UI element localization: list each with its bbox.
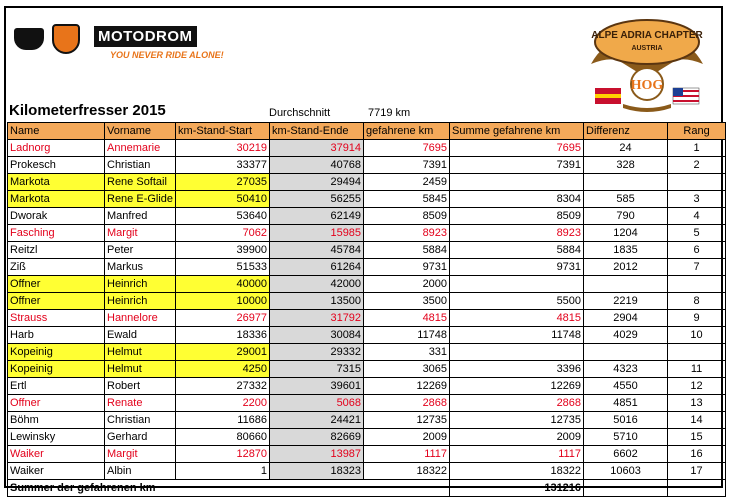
table-row bbox=[8, 361, 726, 378]
cell-name: Waiker bbox=[8, 446, 105, 463]
cell-name: Harb bbox=[8, 327, 105, 344]
cell-sum-driven-km: 4815 bbox=[450, 310, 584, 327]
cell-name: Ziß bbox=[8, 259, 105, 276]
cell-km-start: 10000 bbox=[176, 293, 270, 310]
cell-name: Ertl bbox=[8, 378, 105, 395]
cell-difference bbox=[584, 344, 668, 361]
cell-driven-km: 2000 bbox=[364, 276, 450, 293]
table-row bbox=[8, 276, 726, 293]
cell-km-end: 7315 bbox=[270, 361, 364, 378]
sheet-title: Kilometerfresser 2015 bbox=[9, 102, 166, 119]
cell-name: Ladnorg bbox=[8, 140, 105, 157]
cell-difference: 2012 bbox=[584, 259, 668, 276]
cell-sum-driven-km: 12269 bbox=[450, 378, 584, 395]
cell-name: Offner bbox=[8, 395, 105, 412]
cell-rank: 3 bbox=[668, 191, 726, 208]
cell-first-name: Gerhard bbox=[105, 429, 176, 446]
cell-rank bbox=[668, 344, 726, 361]
cell-sum-driven-km: 2868 bbox=[450, 395, 584, 412]
cell-first-name: Rene Softail bbox=[105, 174, 176, 191]
cell-name: Markota bbox=[8, 191, 105, 208]
table-row bbox=[8, 327, 726, 344]
total-value: 131216 bbox=[450, 480, 584, 497]
cell-sum-driven-km: 8923 bbox=[450, 225, 584, 242]
cell-sum-driven-km: 2009 bbox=[450, 429, 584, 446]
cell-rank: 4 bbox=[668, 208, 726, 225]
table-row bbox=[8, 157, 726, 174]
cell-sum-driven-km: 18322 bbox=[450, 463, 584, 480]
table-row bbox=[8, 225, 726, 242]
cell-km-start: 12870 bbox=[176, 446, 270, 463]
cell-rank: 5 bbox=[668, 225, 726, 242]
cell-difference: 4323 bbox=[584, 361, 668, 378]
cell-rank: 10 bbox=[668, 327, 726, 344]
cell-driven-km: 7391 bbox=[364, 157, 450, 174]
column-header-sum-driven-km: Summe gefahrene km bbox=[450, 123, 584, 140]
table-row bbox=[8, 463, 726, 480]
cell-km-start: 51533 bbox=[176, 259, 270, 276]
cell-km-end: 13987 bbox=[270, 446, 364, 463]
cell-km-end: 31792 bbox=[270, 310, 364, 327]
cell-rank: 8 bbox=[668, 293, 726, 310]
cell-first-name: Christian bbox=[105, 157, 176, 174]
hog-chapter-emblem-icon bbox=[583, 12, 711, 112]
cell-name: Reitzl bbox=[8, 242, 105, 259]
cell-difference bbox=[584, 174, 668, 191]
cell-difference: 2219 bbox=[584, 293, 668, 310]
cell-km-start: 4250 bbox=[176, 361, 270, 378]
cell-km-end: 82669 bbox=[270, 429, 364, 446]
cell-difference: 328 bbox=[584, 157, 668, 174]
cell-sum-driven-km: 11748 bbox=[450, 327, 584, 344]
cell-rank: 11 bbox=[668, 361, 726, 378]
cell-km-end: 24421 bbox=[270, 412, 364, 429]
cell-sum-driven-km bbox=[450, 174, 584, 191]
cell-km-end: 62149 bbox=[270, 208, 364, 225]
cell-name: Böhm bbox=[8, 412, 105, 429]
cell-name: Strauss bbox=[8, 310, 105, 327]
table-row bbox=[8, 395, 726, 412]
cell-km-start: 80660 bbox=[176, 429, 270, 446]
cell-km-start: 27035 bbox=[176, 174, 270, 191]
cell-sum-driven-km bbox=[450, 344, 584, 361]
cell-rank: 12 bbox=[668, 378, 726, 395]
cell-driven-km: 331 bbox=[364, 344, 450, 361]
cell-rank: 7 bbox=[668, 259, 726, 276]
cell-sum-driven-km: 7695 bbox=[450, 140, 584, 157]
table-row bbox=[8, 310, 726, 327]
cell-km-start: 2200 bbox=[176, 395, 270, 412]
cell-first-name: Hannelore bbox=[105, 310, 176, 327]
cell-name: Kopeinig bbox=[8, 344, 105, 361]
cell-km-start: 40000 bbox=[176, 276, 270, 293]
cell-difference: 6602 bbox=[584, 446, 668, 463]
cell-difference: 585 bbox=[584, 191, 668, 208]
cell-sum-driven-km bbox=[450, 276, 584, 293]
emblem-title: ALPE ADRIA CHAPTER bbox=[591, 30, 703, 41]
cell-difference: 2904 bbox=[584, 310, 668, 327]
cell-sum-driven-km: 5500 bbox=[450, 293, 584, 310]
cell-km-end: 39601 bbox=[270, 378, 364, 395]
cell-name: Fasching bbox=[8, 225, 105, 242]
cell-km-end: 61264 bbox=[270, 259, 364, 276]
harley-davidson-logo-icon bbox=[52, 24, 80, 54]
cell-sum-driven-km: 5884 bbox=[450, 242, 584, 259]
column-header-first-name: Vorname bbox=[105, 123, 176, 140]
table-row bbox=[8, 446, 726, 463]
cell-first-name: Rene E-Glide bbox=[105, 191, 176, 208]
table-row bbox=[8, 242, 726, 259]
column-header-rank: Rang bbox=[668, 123, 726, 140]
cell-name: Waiker bbox=[8, 463, 105, 480]
cell-first-name: Margit bbox=[105, 446, 176, 463]
cell-km-end: 29332 bbox=[270, 344, 364, 361]
cell-sum-driven-km: 9731 bbox=[450, 259, 584, 276]
cell-name: Lewinsky bbox=[8, 429, 105, 446]
cell-difference bbox=[584, 276, 668, 293]
total-label: Summer der gefahrenen km bbox=[8, 480, 450, 497]
average-label: Durchschnitt bbox=[269, 107, 331, 119]
cell-difference: 1204 bbox=[584, 225, 668, 242]
cell-first-name: Annemarie bbox=[105, 140, 176, 157]
emblem-subtitle: AUSTRIA bbox=[631, 45, 663, 52]
cell-first-name: Heinrich bbox=[105, 276, 176, 293]
cell-driven-km: 12269 bbox=[364, 378, 450, 395]
cell-rank: 1 bbox=[668, 140, 726, 157]
cell-difference: 4550 bbox=[584, 378, 668, 395]
cell-driven-km: 2459 bbox=[364, 174, 450, 191]
cell-km-start: 18336 bbox=[176, 327, 270, 344]
cell-first-name: Christian bbox=[105, 412, 176, 429]
table-header-row bbox=[8, 123, 726, 140]
column-header-difference: Differenz bbox=[584, 123, 668, 140]
cell-km-start: 7062 bbox=[176, 225, 270, 242]
column-header-driven-km: gefahrene km bbox=[364, 123, 450, 140]
table-row bbox=[8, 378, 726, 395]
cell-rank: 2 bbox=[668, 157, 726, 174]
table-row bbox=[8, 344, 726, 361]
cell-km-end: 18323 bbox=[270, 463, 364, 480]
cell-driven-km: 4815 bbox=[364, 310, 450, 327]
cell-km-end: 15985 bbox=[270, 225, 364, 242]
cell-difference: 790 bbox=[584, 208, 668, 225]
total-empty-cell bbox=[584, 480, 668, 497]
cell-km-start: 39900 bbox=[176, 242, 270, 259]
buell-logo-icon bbox=[14, 28, 44, 50]
cell-first-name: Markus bbox=[105, 259, 176, 276]
cell-km-start: 29001 bbox=[176, 344, 270, 361]
cell-name: Offner bbox=[8, 276, 105, 293]
cell-driven-km: 5845 bbox=[364, 191, 450, 208]
cell-driven-km: 12735 bbox=[364, 412, 450, 429]
cell-driven-km: 7695 bbox=[364, 140, 450, 157]
cell-first-name: Albin bbox=[105, 463, 176, 480]
cell-difference: 4851 bbox=[584, 395, 668, 412]
table-row bbox=[8, 259, 726, 276]
cell-first-name: Helmut bbox=[105, 344, 176, 361]
cell-first-name: Helmut bbox=[105, 361, 176, 378]
cell-difference: 5016 bbox=[584, 412, 668, 429]
cell-km-end: 40768 bbox=[270, 157, 364, 174]
column-header-km-start: km-Stand-Start bbox=[176, 123, 270, 140]
cell-first-name: Renate bbox=[105, 395, 176, 412]
emblem-mark: HOG bbox=[630, 78, 664, 93]
cell-rank: 15 bbox=[668, 429, 726, 446]
cell-driven-km: 8923 bbox=[364, 225, 450, 242]
cell-first-name: Margit bbox=[105, 225, 176, 242]
cell-driven-km: 3065 bbox=[364, 361, 450, 378]
cell-km-start: 1 bbox=[176, 463, 270, 480]
cell-rank bbox=[668, 276, 726, 293]
cell-rank: 9 bbox=[668, 310, 726, 327]
cell-first-name: Heinrich bbox=[105, 293, 176, 310]
cell-driven-km: 5884 bbox=[364, 242, 450, 259]
cell-km-start: 11686 bbox=[176, 412, 270, 429]
cell-difference: 10603 bbox=[584, 463, 668, 480]
average-value: 7719 km bbox=[368, 107, 411, 119]
sponsor-logos bbox=[14, 24, 234, 64]
cell-name: Kopeinig bbox=[8, 361, 105, 378]
total-row bbox=[8, 480, 726, 497]
table-body bbox=[8, 140, 726, 480]
motodrom-slogan: YOU NEVER RIDE ALONE! bbox=[110, 50, 224, 60]
cell-difference: 24 bbox=[584, 140, 668, 157]
cell-driven-km: 2868 bbox=[364, 395, 450, 412]
cell-km-end: 45784 bbox=[270, 242, 364, 259]
cell-km-end: 37914 bbox=[270, 140, 364, 157]
cell-driven-km: 18322 bbox=[364, 463, 450, 480]
cell-driven-km: 1117 bbox=[364, 446, 450, 463]
cell-driven-km: 8509 bbox=[364, 208, 450, 225]
cell-km-start: 30219 bbox=[176, 140, 270, 157]
cell-km-end: 56255 bbox=[270, 191, 364, 208]
column-header-km-end: km-Stand-Ende bbox=[270, 123, 364, 140]
cell-rank: 6 bbox=[668, 242, 726, 259]
cell-rank bbox=[668, 174, 726, 191]
cell-sum-driven-km: 3396 bbox=[450, 361, 584, 378]
cell-rank: 16 bbox=[668, 446, 726, 463]
cell-sum-driven-km: 8509 bbox=[450, 208, 584, 225]
cell-km-end: 42000 bbox=[270, 276, 364, 293]
column-header-name: Name bbox=[8, 123, 105, 140]
cell-name: Prokesch bbox=[8, 157, 105, 174]
cell-rank: 14 bbox=[668, 412, 726, 429]
cell-first-name: Ewald bbox=[105, 327, 176, 344]
cell-name: Markota bbox=[8, 174, 105, 191]
cell-driven-km: 9731 bbox=[364, 259, 450, 276]
cell-sum-driven-km: 8304 bbox=[450, 191, 584, 208]
cell-km-end: 5068 bbox=[270, 395, 364, 412]
table-row bbox=[8, 293, 726, 310]
cell-km-start: 27332 bbox=[176, 378, 270, 395]
cell-sum-driven-km: 1117 bbox=[450, 446, 584, 463]
cell-difference: 4029 bbox=[584, 327, 668, 344]
cell-name: Offner bbox=[8, 293, 105, 310]
cell-km-end: 30084 bbox=[270, 327, 364, 344]
table-row bbox=[8, 412, 726, 429]
cell-driven-km: 3500 bbox=[364, 293, 450, 310]
cell-first-name: Manfred bbox=[105, 208, 176, 225]
cell-first-name: Peter bbox=[105, 242, 176, 259]
cell-km-start: 26977 bbox=[176, 310, 270, 327]
cell-rank: 17 bbox=[668, 463, 726, 480]
table-row bbox=[8, 429, 726, 446]
cell-km-start: 53640 bbox=[176, 208, 270, 225]
cell-first-name: Robert bbox=[105, 378, 176, 395]
cell-difference: 1835 bbox=[584, 242, 668, 259]
cell-km-start: 50410 bbox=[176, 191, 270, 208]
motodrom-logo: MOTODROM bbox=[94, 26, 197, 47]
cell-km-start: 33377 bbox=[176, 157, 270, 174]
cell-difference: 5710 bbox=[584, 429, 668, 446]
table-row bbox=[8, 174, 726, 191]
table-row bbox=[8, 191, 726, 208]
cell-driven-km: 2009 bbox=[364, 429, 450, 446]
cell-driven-km: 11748 bbox=[364, 327, 450, 344]
cell-sum-driven-km: 7391 bbox=[450, 157, 584, 174]
table-row bbox=[8, 208, 726, 225]
cell-name: Dworak bbox=[8, 208, 105, 225]
cell-sum-driven-km: 12735 bbox=[450, 412, 584, 429]
total-empty-cell bbox=[668, 480, 726, 497]
mileage-table bbox=[7, 122, 726, 497]
cell-km-end: 29494 bbox=[270, 174, 364, 191]
table-row bbox=[8, 140, 726, 157]
cell-km-end: 13500 bbox=[270, 293, 364, 310]
cell-rank: 13 bbox=[668, 395, 726, 412]
